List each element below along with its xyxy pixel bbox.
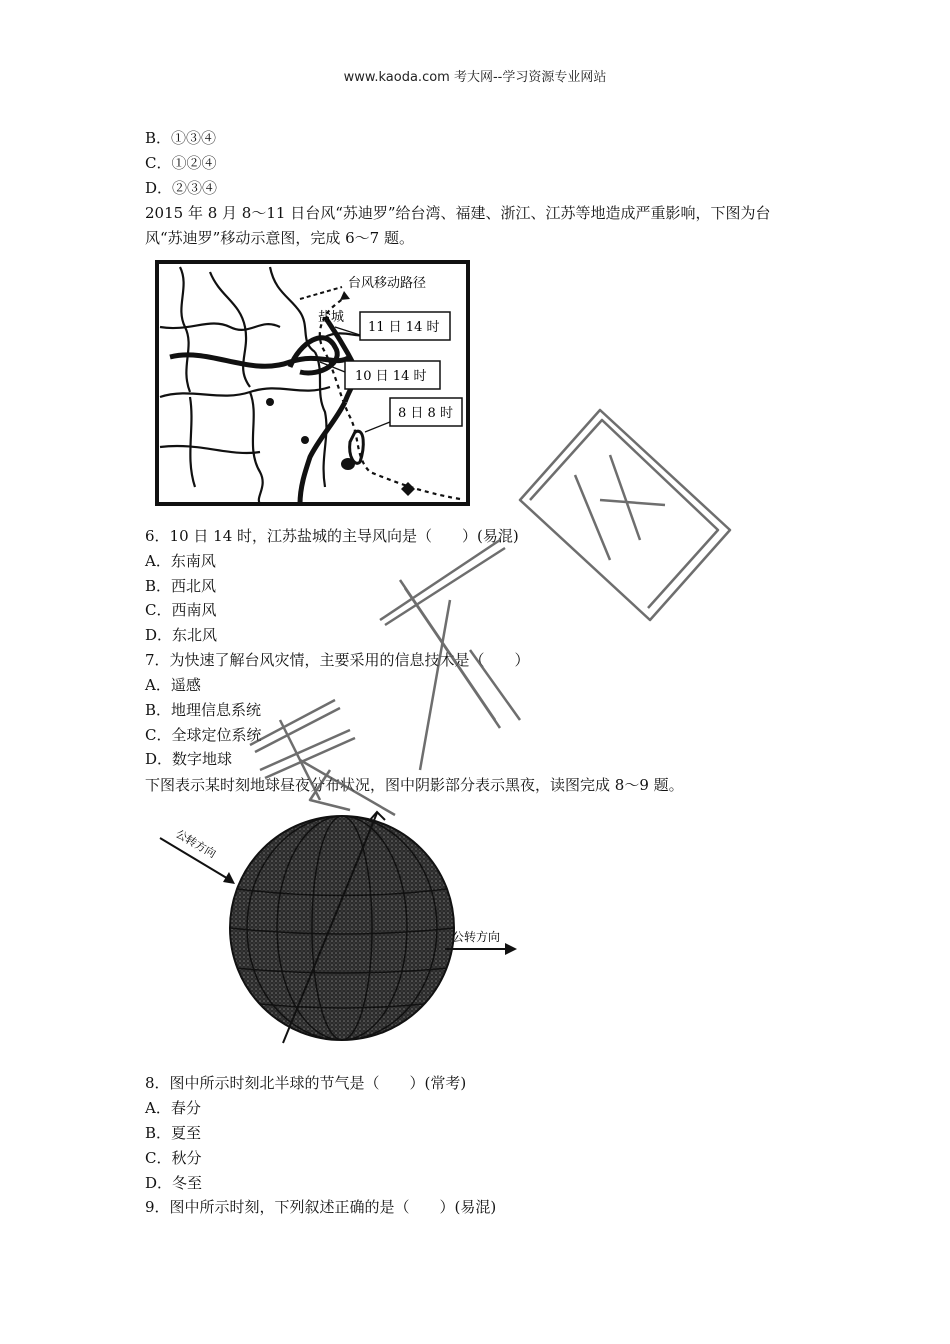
map-time-label-3: 8 日 8 时 (398, 406, 453, 421)
map-time-label-1: 11 日 14 时 (368, 320, 440, 335)
revolution-direction-label-2: 公转方向 (452, 930, 501, 944)
q8-option-a: A．春分 (145, 1099, 201, 1117)
intro-89: 下图表示某时刻地球昼夜分布状况，图中阴影部分表示黑夜，读图完成 8～9 题。 (145, 776, 684, 794)
option-d-prev: D．②③④ (145, 179, 218, 197)
option-c-prev: C．①②④ (145, 154, 217, 172)
q6-option-c: C．西南风 (145, 601, 217, 619)
question-7: 7．为快速了解台风灾情，主要采用的信息技术是（ ） (145, 651, 530, 669)
q6-option-d: D．东北风 (145, 626, 218, 644)
q7-option-d: D．数字地球 (145, 750, 233, 768)
question-9: 9．图中所示时刻，下列叙述正确的是（ ）(易混) (145, 1198, 497, 1216)
revolution-direction-label-1: 公转方向 (173, 827, 219, 861)
q8-option-c: C．秋分 (145, 1149, 202, 1167)
q7-option-c: C．全球定位系统 (145, 726, 262, 744)
q8-option-d: D．冬至 (145, 1174, 203, 1192)
typhoon-map-figure (150, 257, 484, 509)
question-8: 8．图中所示时刻北半球的节气是（ ）(常考) (145, 1074, 467, 1092)
map-city-label: 盐城 (318, 310, 345, 325)
intro-67-line2: 风“苏迪罗”移动示意图，完成 6～7 题。 (145, 229, 414, 247)
intro-67-line1: 2015 年 8 月 8～11 日台风“苏迪罗”给台湾、福建、浙江、江苏等地造成严重影响，下图为台 (145, 204, 771, 222)
q6-option-b: B．西北风 (145, 577, 217, 595)
q7-option-b: B．地理信息系统 (145, 701, 262, 719)
option-b-prev: B．①③④ (145, 129, 217, 147)
map-legend-label: 台风移动路径 (348, 276, 427, 291)
question-6: 6．10 日 14 时，江苏盐城的主导风向是（ ）(易混) (145, 527, 519, 545)
page-header: www.kaoda.com 考大网--学习资源专业网站 (343, 70, 607, 85)
globe-figure (155, 808, 525, 1050)
q6-option-a: A．东南风 (145, 552, 216, 570)
q8-option-b: B．夏至 (145, 1124, 202, 1142)
map-time-label-2: 10 日 14 时 (355, 369, 427, 384)
q7-option-a: A．遥感 (145, 676, 201, 694)
